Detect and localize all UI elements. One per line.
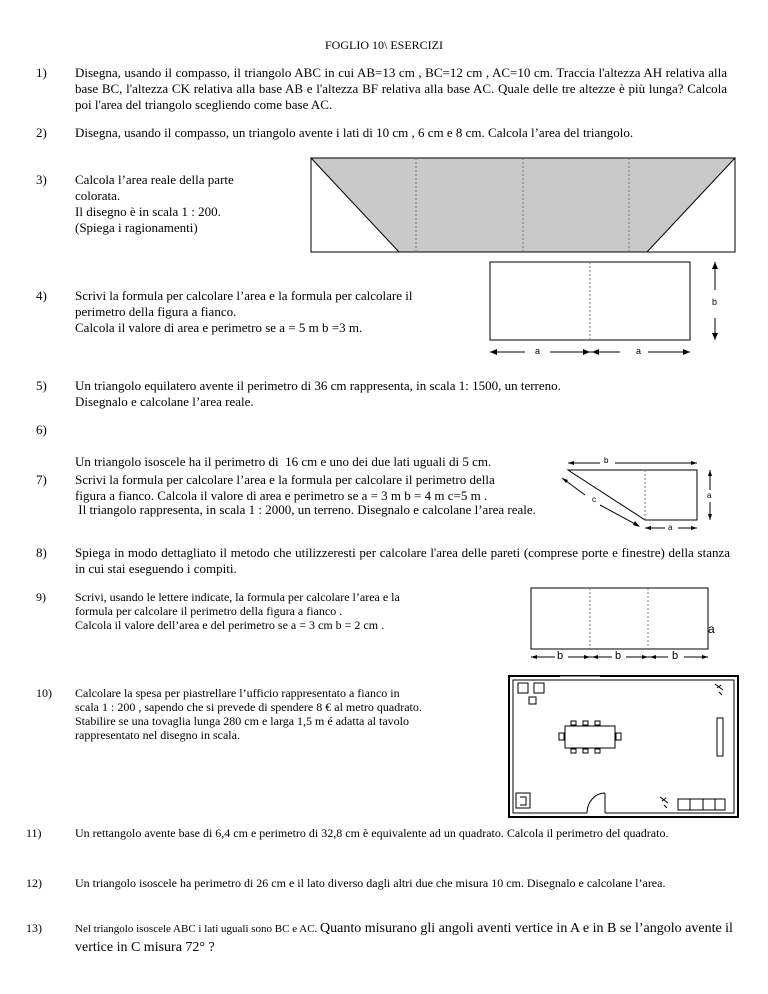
exercise-number: 2) <box>36 125 47 140</box>
exercise-number: 5) <box>36 378 47 393</box>
text-line: Calcola il valore di area e perimetro se a = 5 m b =3 m. <box>75 320 363 335</box>
exercise-11-text: Un rettangolo avente base di 6,4 cm e perimetro di 32,8 cm è equivalente ad un quadrato. Calcola il perimetro del quadrato. <box>75 826 669 840</box>
text-line: Scrivi la formula per calcolare l’area e la formula per calcolare il perimetro della <box>75 472 495 487</box>
exercise-number: 9) <box>36 590 46 604</box>
text-line: Disegnalo e calcolane l’area reale. <box>75 394 254 409</box>
dim-label-b: b <box>604 456 609 465</box>
text-line: (Spiega i ragionamenti) <box>75 220 198 235</box>
exercise-2-text: Disegna, usando il compasso, un triangolo avente i lati di 10 cm , 6 cm e 8 cm. Calcola l’area del triangolo. <box>75 125 634 140</box>
text-line: Calcola l’area reale della parte <box>75 172 234 187</box>
exercise-number: 11) <box>26 826 42 840</box>
exercise-12-text: Un triangolo isoscele ha perimetro di 26 cm e il lato diverso dagli altri due che misura 10 cm. Disegnalo e calcolane l’area. <box>75 876 666 890</box>
dim-label-b: b <box>712 297 718 307</box>
text-line: Il disegno è in scala 1 : 200. <box>75 204 221 219</box>
dim-label-b: b <box>615 650 622 662</box>
exercise-number: 1) <box>36 65 47 80</box>
exercise-number: 7) <box>36 472 47 487</box>
dim-label-a: a <box>708 622 715 636</box>
text-line: Scrivi, usando le lettere indicate, la formula per calcolare l’area e la <box>75 590 400 604</box>
dim-label-a: a <box>535 346 541 356</box>
exercise-number: 10) <box>36 686 52 700</box>
exercise-number: 6) <box>36 422 47 437</box>
exercise-number: 3) <box>36 172 47 187</box>
text-line: Scrivi la formula per calcolare l’area e la formula per calcolare il <box>75 288 413 303</box>
exercise-number: 13) <box>26 921 42 935</box>
dim-label-a: a <box>636 346 642 356</box>
text-line: perimetro della figura a fianco. <box>75 304 237 319</box>
dim-label-a: a <box>707 491 712 500</box>
dim-label-c: c <box>592 495 596 504</box>
dim-label-b: b <box>672 650 679 662</box>
exercise-8-text: Spiega in modo dettagliato il metodo che utilizzeresti per calcolare l'area delle pareti (comprese porte e finestre) della stanza in cui stai eseguendo i compiti. <box>75 545 730 576</box>
text-line: Un triangolo isoscele ha il perimetro di 16 cm e uno dei due lati uguali di 5 cm. <box>75 454 492 469</box>
exercise-13-intro: Nel triangolo isoscele ABC i lati uguali sono BC e AC. <box>75 923 321 935</box>
exercise-1-text: Disegna, usando il compasso, il triangolo ABC in cui AB=13 cm , BC=12 cm , AC=10 cm. Traccia l'altezza AH relativa alla base BC, l'altezza CK relativa alla base AB e l'altezza BF relativa alla base AC. Quale delle tre altezze è più lunga? Calcola poi l'area del triangolo scegliendo come base AC. <box>75 65 727 112</box>
exercise-13-question: Quanto misurano gli angoli aventi vertice in A e in B se l’angolo avente il vertice in C misura 72° ? <box>75 921 733 955</box>
text-line: Calcolare la spesa per piastrellare l’ufficio rappresentato a fianco in <box>75 686 400 700</box>
text-line: Calcola il valore dell’area e del perimetro se a = 3 cm b = 2 cm . <box>75 618 385 632</box>
text-line: scala 1 : 200 , sapendo che si prevede di spendere 8 € al metro quadrato. <box>75 700 422 714</box>
text-line: rappresentato nel disegno in scala. <box>75 728 240 742</box>
text-line: Un triangolo equilatero avente il perimetro di 36 cm rappresenta, in scala 1: 1500, un terreno. <box>75 378 561 393</box>
exercise-number: 12) <box>26 876 42 890</box>
exercise-number: 8) <box>36 545 47 560</box>
exercise-13-text <box>75 919 740 956</box>
dim-label-a: a <box>668 523 673 532</box>
exercise-number: 4) <box>36 288 47 303</box>
text-line: figura a fianco. Calcola il valore di area e perimetro se a = 3 m b = 4 m c=5 m . <box>75 488 488 503</box>
text-line: Il triangolo rappresenta, in scala 1 : 2000, un terreno. Disegnalo e calcolane l’area reale. <box>75 502 536 517</box>
text-line: Stabilire se una tovaglia lunga 280 cm e larga 1,5 m é adatta al tavolo <box>75 714 410 728</box>
text-line: colorata. <box>75 188 121 203</box>
page-title: FOGLIO 10\ ESERCIZI <box>325 38 443 52</box>
text-line: formula per calcolare il perimetro della figura a fianco . <box>75 604 343 618</box>
dim-label-b: b <box>557 650 564 662</box>
